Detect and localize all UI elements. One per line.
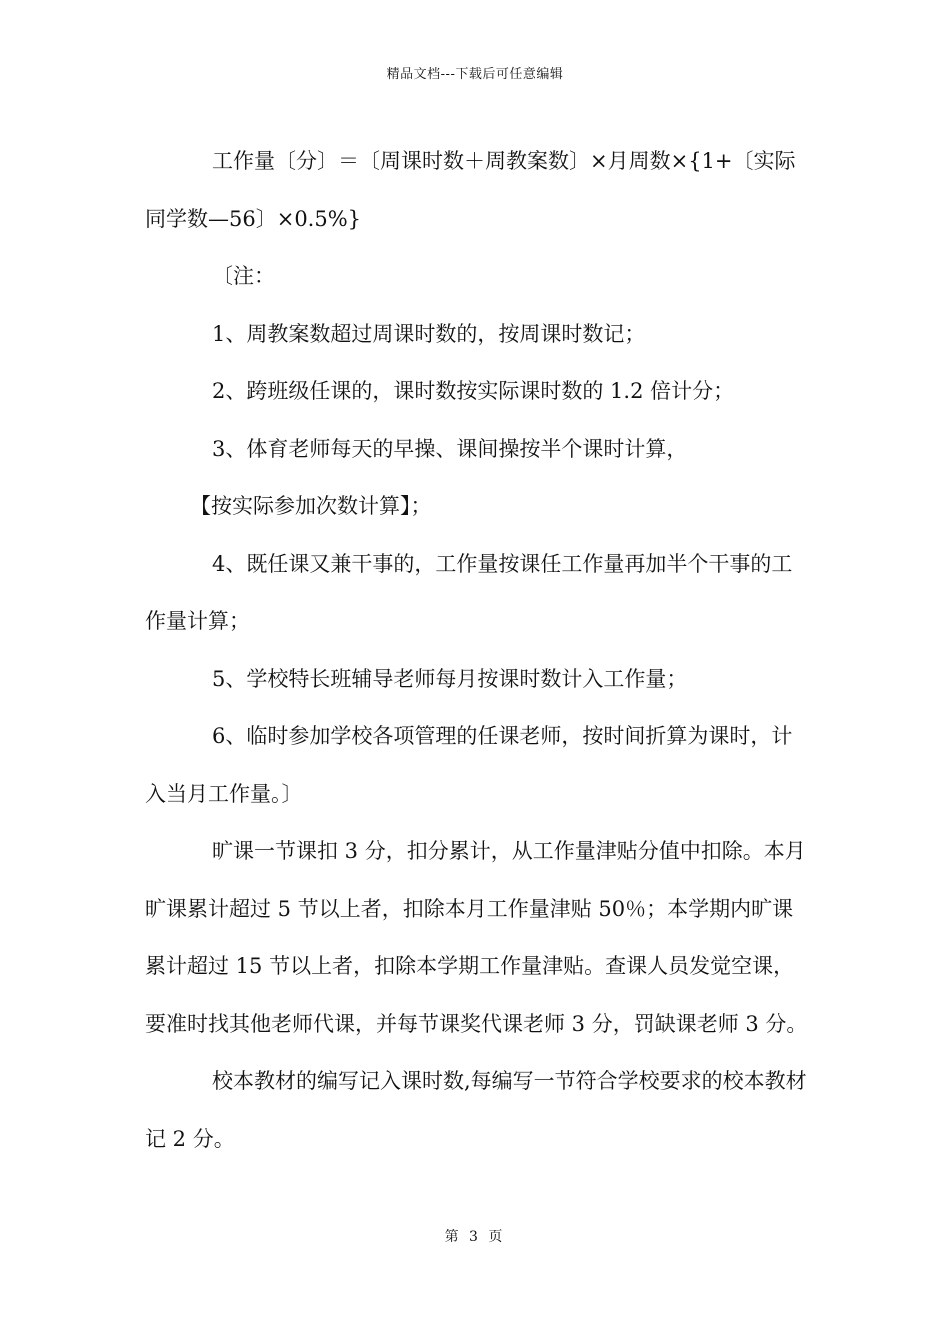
note-item-2: 2、跨班级任课的，课时数按实际课时数的 1.2 倍计分； [212, 379, 735, 403]
page-number-footer: 第 3 页 [444, 1229, 506, 1245]
note-item-3-continuation: 【按实际参加次数计算】； [190, 494, 432, 518]
note-item-1: 1、周教案数超过周课时数的，按周课时数记； [212, 321, 646, 346]
notes-heading: 〔注： [212, 264, 275, 288]
note-item-5: 5、学校特长班辅导老师每月按课时数计入工作量； [212, 666, 688, 691]
note-item-3: 3、体育老师每天的早操、课间操按半个课时计算， [212, 436, 688, 461]
note-item-6: 6、临时参加学校各项管理的任课老师，按时间折算为课时，计入当月工作量。〕 [145, 724, 793, 806]
textbook-writing-paragraph: 校本教材的编写记入课时数,每编写一节符合学校要求的校本教材记 2 分。 [145, 1069, 807, 1151]
workload-formula-paragraph: 工作量〔分〕＝〔周课时数＋周教案数〕×月周数×{1+〔实际同学数—56〕×0.5%} [145, 149, 796, 231]
note-item-4: 4、既任课又兼干事的，工作量按课任工作量再加半个干事的工作量计算； [145, 551, 793, 633]
page-header: 精品文档---下载后可任意编辑 [386, 67, 564, 82]
document-body [145, 133, 810, 1168]
absence-penalty-paragraph: 旷课一节课扣 3 分，扣分累计，从工作量津贴分值中扣除。本月旷课累计超过 5 节以上者，扣除本月工作量津贴 50％；本学期内旷课累计超过 15 节以上者，扣除本学期工作量津贴。查课人员发觉空课，要准时找其他老师代课，并每节课奖代课老师 3 分，罚缺课老师 3 分。 [145, 839, 808, 1036]
